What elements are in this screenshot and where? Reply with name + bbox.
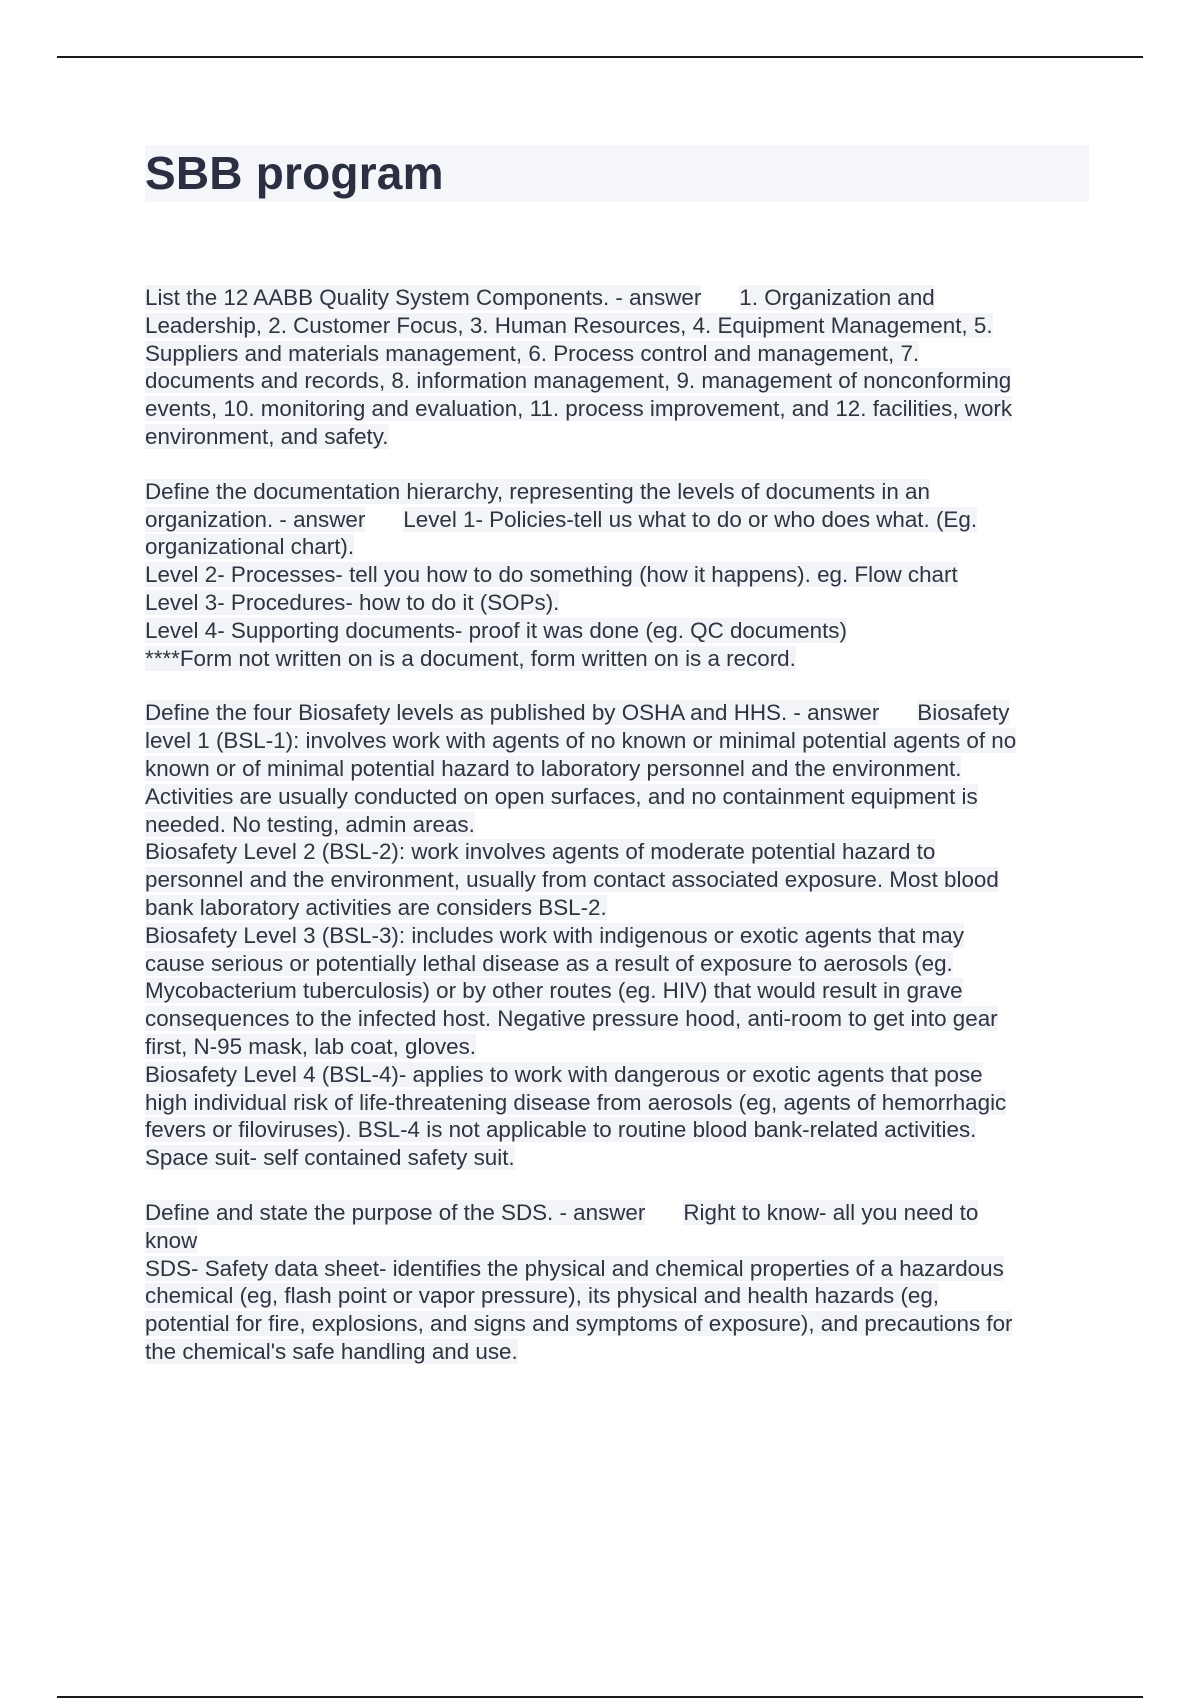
text-line: known or of minimal potential hazard to laboratory personnel and the environment.: [145, 755, 962, 781]
text-line: level 1 (BSL-1): involves work with agents of no known or minimal potential agents of no: [145, 728, 1017, 754]
page-title: SBB program: [145, 147, 444, 199]
text-line: consequences to the infected host. Negative pressure hood, anti-room to get into gear: [145, 1006, 998, 1032]
text-line: ****Form not written on is a document, form written on is a record.: [145, 645, 796, 671]
bottom-rule: [57, 1696, 1143, 1698]
text-line: 1. Organization and: [739, 285, 935, 310]
text-line: Right to know- all you need to: [683, 1199, 979, 1225]
text-line: Mycobacterium tuberculosis) or by other routes (eg. HIV) that would result in grave: [145, 978, 963, 1004]
text-line: Activities are usually conducted on open surfaces, and no containment equipment is: [145, 783, 978, 809]
text-line: Suppliers and materials management, 6. Process control and management, 7.: [145, 340, 920, 366]
text-line: Define the documentation hierarchy, representing the levels of documents in an: [145, 478, 930, 504]
text-line: Leadership, 2. Customer Focus, 3. Human Resources, 4. Equipment Management, 5.: [145, 312, 993, 338]
text-line: personnel and the environment, usually from contact associated exposure. Most blood: [145, 867, 999, 893]
document-body: [145, 284, 1089, 1393]
text-line: events, 10. monitoring and evaluation, 11. process improvement, and 12. facilities, work: [145, 396, 1013, 422]
text-line: Space suit- self contained safety suit.: [145, 1145, 515, 1171]
text-line: cause serious or potentially lethal disease as a result of exposure to aerosols (eg.: [145, 950, 953, 976]
qa-block-sds: [145, 1199, 1089, 1366]
text-line: Biosafety Level 4 (BSL-4)- applies to work with dangerous or exotic agents that pose: [145, 1061, 983, 1087]
text-line: List the 12 AABB Quality System Components. - answer: [145, 285, 702, 310]
text-line: know: [145, 1227, 198, 1253]
text-line: potential for fire, explosions, and signs and symptoms of exposure), and precautions for: [145, 1311, 1013, 1337]
text-line: Define and state the purpose of the SDS. - answer: [145, 1199, 646, 1225]
top-rule: [57, 56, 1143, 58]
text-line: Level 1- Policies-tell us what to do or who does what. (Eg.: [403, 506, 978, 532]
text-line: Define the four Biosafety levels as published by OSHA and HHS. - answer: [145, 700, 880, 726]
qa-block-quality-components: [145, 284, 1089, 451]
text-line: organizational chart).: [145, 534, 355, 560]
qa-block-biosafety-levels: [145, 699, 1089, 1172]
text-line: chemical (eg, flash point or vapor pressure), its physical and health hazards (eg,: [145, 1283, 940, 1309]
text-line: the chemical's safe handling and use.: [145, 1338, 518, 1364]
text-line: organization. - answer: [145, 506, 366, 532]
text-line: first, N-95 mask, lab coat, gloves.: [145, 1033, 477, 1059]
text-line: Biosafety: [917, 700, 1010, 726]
text-line: fevers or filoviruses). BSL-4 is not applicable to routine blood bank-related activities.: [145, 1117, 977, 1143]
text-line: bank laboratory activities are considers BSL-2.: [145, 894, 607, 920]
qa-block-documentation-hierarchy: [145, 478, 1089, 673]
text-line: SDS- Safety data sheet- identifies the physical and chemical properties of a hazardous: [145, 1255, 1004, 1281]
text-line: needed. No testing, admin areas.: [145, 811, 475, 837]
text-line: Biosafety Level 3 (BSL-3): includes work with indigenous or exotic agents that may: [145, 922, 964, 948]
text-line: Level 3- Procedures- how to do it (SOPs).: [145, 589, 560, 615]
text-line: environment, and safety.: [145, 423, 389, 449]
text-line: Biosafety Level 2 (BSL-2): work involves agents of moderate potential hazard to: [145, 839, 936, 865]
text-line: documents and records, 8. information management, 9. management of nonconforming: [145, 368, 1012, 394]
text-line: Level 2- Processes- tell you how to do something (how it happens). eg. Flow chart: [145, 562, 958, 588]
text-line: high individual risk of life-threatening disease from aerosols (eg, agents of hemorrhagic: [145, 1089, 1007, 1115]
text-line: Level 4- Supporting documents- proof it was done (eg. QC documents): [145, 617, 847, 643]
